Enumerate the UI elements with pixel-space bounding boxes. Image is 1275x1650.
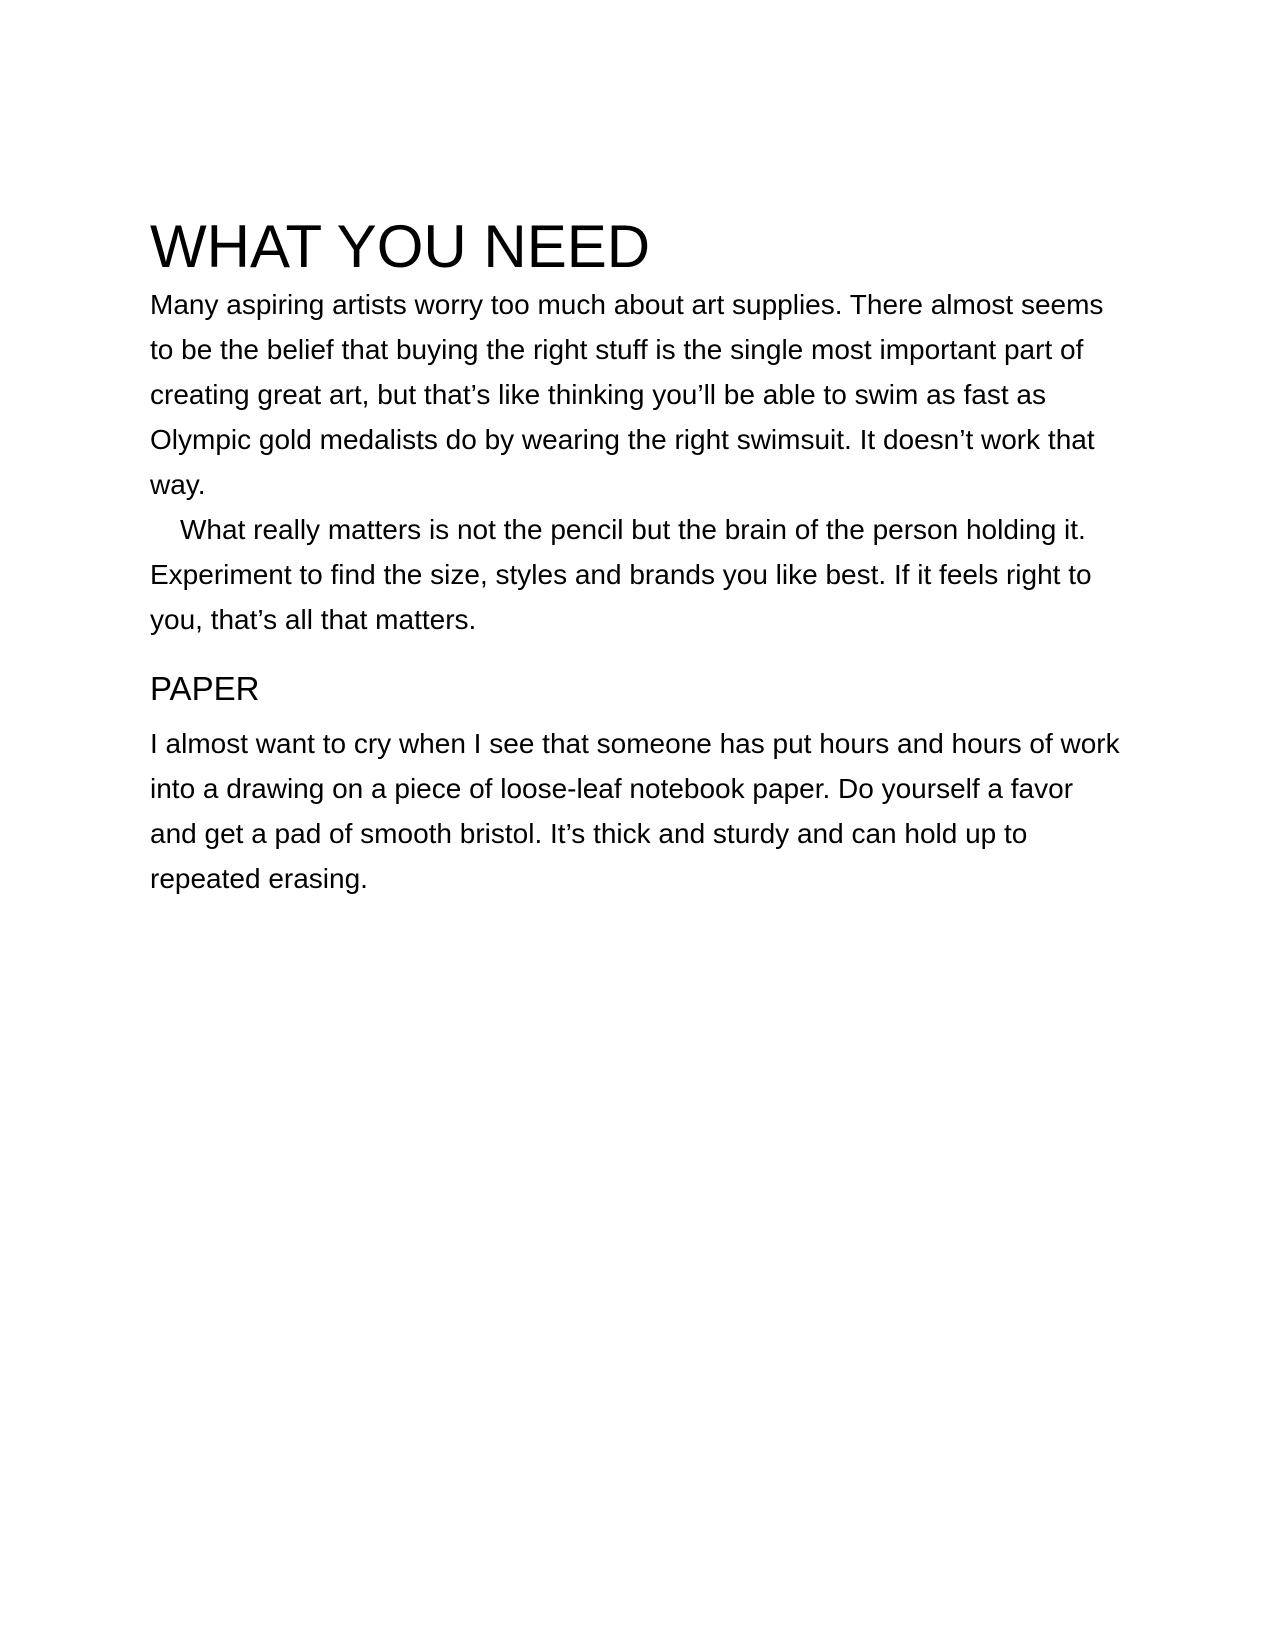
intro-paragraph-2: What really matters is not the pencil but the brain of the person holding it. Experiment to find the size, styles and brands you like best. If it feels right to you, that’s all that matters. <box>150 514 1092 635</box>
page-title: WHAT YOU NEED <box>150 213 651 280</box>
intro-paragraph-1: Many aspiring artists worry too much about art supplies. There almost seems to be the belief that buying the right stuff is the single most important part of creating great art, but that’s like thinking you’ll be able to swim as fast as Olympic gold medalists do by wearing the right swimsuit. It doesn’t work that way. <box>150 289 1104 500</box>
section-heading-paper: PAPER <box>150 670 260 707</box>
section-paragraph-paper: I almost want to cry when I see that someone has put hours and hours of work into a drawing on a piece of loose-leaf notebook paper. Do yourself a favor and get a pad of smooth bristol. It’s thick and sturdy and can hold up to repeated erasing. <box>150 728 1120 894</box>
document-content <box>150 212 1125 901</box>
